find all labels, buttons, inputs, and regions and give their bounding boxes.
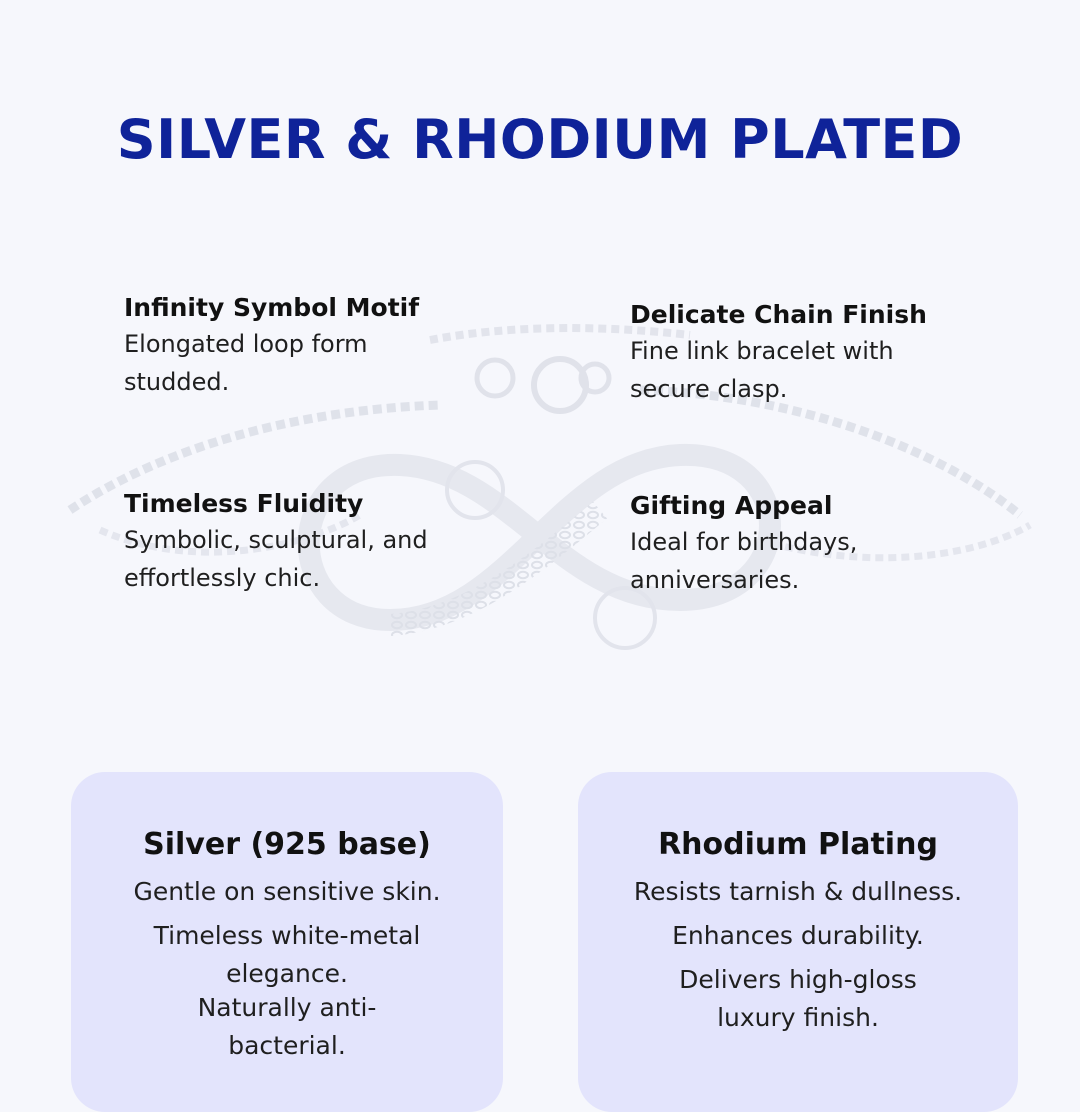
card-line: Resists tarnish & dullness. [633,877,963,906]
card-line: Naturally anti-bacterial. [197,993,377,1060]
card-line: Timeless white-metal elegance. [153,921,421,988]
feature-description: Elongated loop form studded. [124,330,368,396]
page-title: SILVER & RHODIUM PLATED [116,108,964,171]
feature-chain-finish [630,298,960,408]
silver-info-card [71,772,503,1112]
feature-title: Gifting Appeal [630,491,833,520]
feature-description: Symbolic, sculptural, and effortlessly chic. [124,526,428,592]
feature-description: Ideal for birthdays, anniversaries. [630,528,858,594]
feature-gifting-appeal [630,489,960,599]
feature-title: Delicate Chain Finish [630,300,927,329]
card-line: Enhances durability. [672,921,924,950]
feature-description: Fine link bracelet with secure clasp. [630,337,894,403]
card-line: Gentle on sensitive skin. [133,877,441,906]
feature-timeless-fluidity [124,487,454,597]
feature-title: Infinity Symbol Motif [124,293,420,322]
feature-title: Timeless Fluidity [124,489,364,518]
card-line: Delivers high-gloss luxury finish. [679,965,917,1032]
rhodium-info-card [578,772,1018,1112]
feature-infinity-motif [124,291,454,401]
card-title: Rhodium Plating [658,827,938,862]
card-title: Silver (925 base) [143,827,431,862]
